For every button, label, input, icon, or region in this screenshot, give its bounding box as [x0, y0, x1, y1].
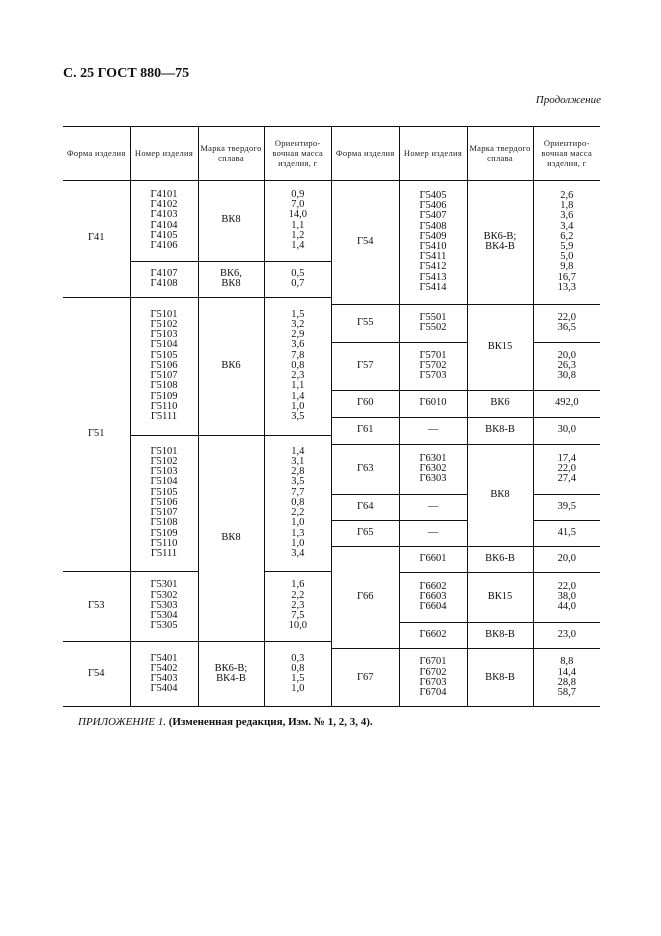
- form-cell: Г65: [332, 520, 399, 546]
- table-row: [332, 444, 600, 494]
- table-row: [332, 494, 600, 520]
- mass-cell: 1,5 3,2 2,9 3,6 7,8 0,8 2,3 1,1 1,4 1,0 3,5: [264, 297, 331, 435]
- continuation-label: Продолжение: [535, 94, 601, 106]
- table-row: [63, 641, 331, 707]
- table-bottom-rule: [63, 706, 600, 707]
- number-cell: Г6602: [399, 622, 467, 648]
- mass-cell: 39,5: [533, 494, 600, 520]
- footer-note: [78, 716, 373, 728]
- number-cell: Г5701 Г5702 Г5703: [399, 342, 467, 390]
- number-cell: Г6701 Г6702 Г6703 Г6704: [399, 648, 467, 707]
- col-header-mass: Ориентиро-вочная масса изделия, г: [533, 126, 600, 180]
- table-row: [332, 648, 600, 707]
- form-cell: Г61: [332, 417, 399, 444]
- table-right-half: [331, 126, 600, 707]
- mass-cell: 2,6 1,8 3,6 3,4 6,2 5,9 5,0 9,8 16,7 13,3: [533, 180, 600, 304]
- table-row: [332, 180, 600, 304]
- form-cell: Г41: [63, 180, 130, 297]
- number-cell: Г5101 Г5102 Г5103 Г5104 Г5105 Г5106 Г5107 Г5108 Г5109 Г5110 Г5111: [130, 435, 198, 571]
- grade-cell: ВК15: [467, 304, 533, 390]
- form-cell: Г51: [63, 297, 130, 571]
- table-row: [332, 520, 600, 546]
- form-cell: Г54: [63, 641, 130, 707]
- mass-cell: 1,6 2,2 2,3 7,5 10,0: [264, 571, 331, 641]
- col-header-mass: Ориентиро-вочная масса изделия, г: [264, 126, 331, 180]
- mass-cell: 0,3 0,8 1,5 1,0: [264, 641, 331, 707]
- form-cell: Г64: [332, 494, 399, 520]
- col-header-form: Форма изделия: [63, 126, 130, 180]
- grade-cell: ВК15: [467, 572, 533, 622]
- col-header-grade: Марка твердого сплава: [198, 126, 264, 180]
- mass-cell: 22,0 38,0 44,0: [533, 572, 600, 622]
- col-header-form: Форма изделия: [332, 126, 399, 180]
- page-header: С. 25 ГОСТ 880—75: [63, 66, 190, 81]
- grade-cell: ВК6-В: [467, 546, 533, 572]
- grade-cell: ВК6, ВК8: [198, 261, 264, 297]
- form-cell: Г53: [63, 571, 130, 641]
- number-cell: Г6301 Г6302 Г6303: [399, 444, 467, 494]
- grade-cell: ВК8-В: [467, 417, 533, 444]
- grade-cell: ВК6: [198, 297, 264, 435]
- form-cell: Г60: [332, 390, 399, 417]
- col-header-grade: Марка твердого сплава: [467, 126, 533, 180]
- table-row: [63, 180, 331, 261]
- grade-cell: ВК8: [198, 180, 264, 261]
- number-cell: —: [399, 494, 467, 520]
- number-cell: Г6601: [399, 546, 467, 572]
- number-cell: Г5405 Г5406 Г5407 Г5408 Г5409 Г5410 Г5411 Г5412 Г5413 Г5414: [399, 180, 467, 304]
- mass-cell: 0,5 0,7: [264, 261, 331, 297]
- mass-cell: 1,4 3,1 2,8 3,5 7,7 0,8 2,2 1,0 1,3 1,0 3,4: [264, 435, 331, 571]
- product-table: [63, 126, 600, 707]
- mass-cell: 30,0: [533, 417, 600, 444]
- number-cell: —: [399, 520, 467, 546]
- form-cell: Г55: [332, 304, 399, 342]
- table-row: [332, 390, 600, 417]
- table-row: [63, 571, 331, 641]
- number-cell: Г4107 Г4108: [130, 261, 198, 297]
- number-cell: —: [399, 417, 467, 444]
- mass-cell: 20,0: [533, 546, 600, 572]
- table-row: [332, 342, 600, 390]
- col-header-number: Номер изделия: [130, 126, 198, 180]
- table-row: [332, 546, 600, 572]
- mass-cell: 17,4 22,0 27,4: [533, 444, 600, 494]
- number-cell: Г5401 Г5402 Г5403 Г5404: [130, 641, 198, 707]
- grade-cell: ВК6-В; ВК4-В: [198, 641, 264, 707]
- grade-cell: ВК6-В; ВК4-В: [467, 180, 533, 304]
- number-cell: Г6010: [399, 390, 467, 417]
- grade-cell: ВК8: [467, 444, 533, 546]
- number-cell: Г5501 Г5502: [399, 304, 467, 342]
- grade-cell: ВК8-В: [467, 622, 533, 648]
- number-cell: Г5101 Г5102 Г5103 Г5104 Г5105 Г5106 Г5107 Г5108 Г5109 Г5110 Г5111: [130, 297, 198, 435]
- number-cell: Г4101 Г4102 Г4103 Г4104 Г4105 Г4106: [130, 180, 198, 261]
- header-row: [332, 126, 600, 180]
- grade-cell: ВК6: [467, 390, 533, 417]
- form-cell: Г63: [332, 444, 399, 494]
- form-cell: Г54: [332, 180, 399, 304]
- mass-cell: 0,9 7,0 14,0 1,1 1,2 1,4: [264, 180, 331, 261]
- table-left-half: [63, 126, 331, 707]
- grade-cell: ВК8-В: [467, 648, 533, 707]
- header-row: [63, 126, 331, 180]
- form-cell: Г57: [332, 342, 399, 390]
- form-cell: Г66: [332, 546, 399, 648]
- table-row: [332, 417, 600, 444]
- table-row: [63, 297, 331, 435]
- mass-cell: 8,8 14,4 28,8 58,7: [533, 648, 600, 707]
- number-cell: Г6602 Г6603 Г6604: [399, 572, 467, 622]
- mass-cell: 20,0 26,3 30,8: [533, 342, 600, 390]
- revision-note: (Измененная редакция, Изм. № 1, 2, 3, 4).: [168, 716, 373, 728]
- mass-cell: 23,0: [533, 622, 600, 648]
- form-cell: Г67: [332, 648, 399, 707]
- mass-cell: 41,5: [533, 520, 600, 546]
- mass-cell: 22,0 36,5: [533, 304, 600, 342]
- mass-cell: 492,0: [533, 390, 600, 417]
- col-header-number: Номер изделия: [399, 126, 467, 180]
- number-cell: Г5301 Г5302 Г5303 Г5304 Г5305: [130, 571, 198, 641]
- table-row: [332, 304, 600, 342]
- appendix-label: ПРИЛОЖЕНИЕ 1.: [78, 716, 166, 728]
- grade-cell: ВК8: [198, 435, 264, 641]
